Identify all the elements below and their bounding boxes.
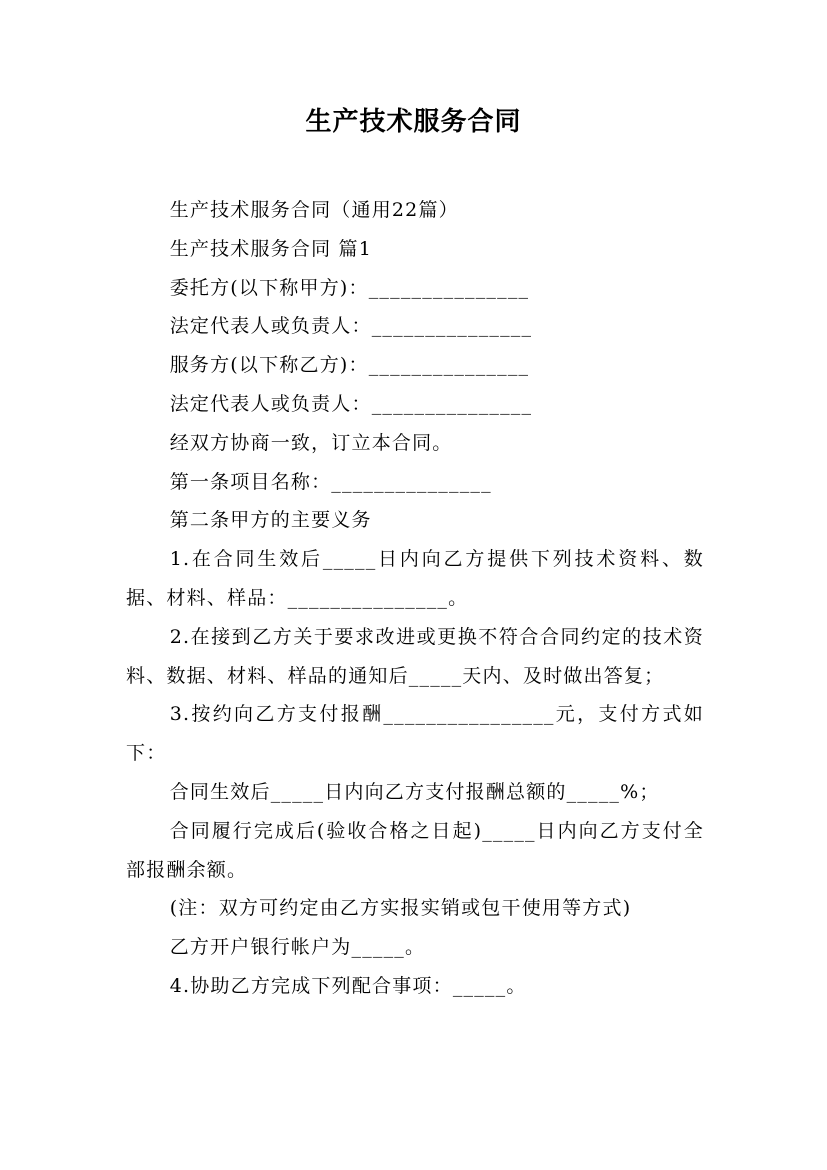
paragraph-subtitle: 生产技术服务合同（通用22篇） <box>169 199 459 221</box>
paragraph-payment-first: 合同生效后_____日内向乙方支付报酬总额的_____%； <box>169 780 660 803</box>
paragraph-section-heading: 生产技术服务合同 篇1 <box>169 237 373 260</box>
paragraph-provider-representative: 法定代表人或负责人：_______________ <box>169 392 533 415</box>
paragraph-payment-balance: 合同履行完成后(验收合格之日起)_____日内向乙方支付全部报酬余额。 <box>126 819 704 881</box>
paragraph-note: (注：双方可约定由乙方实报实销或包干使用等方式) <box>169 897 632 920</box>
paragraph-article-1: 第一条项目名称：_______________ <box>169 470 492 493</box>
paragraph-client: 委托方(以下称甲方)：_______________ <box>169 276 530 299</box>
paragraph-article-2: 第二条甲方的主要义务 <box>169 509 372 532</box>
paragraph-bank-account: 乙方开户银行帐户为_____。 <box>169 936 426 959</box>
document-body <box>126 191 704 1006</box>
paragraph-agreement: 经双方协商一致，订立本合同。 <box>169 431 453 454</box>
paragraph-item-3: 3.按约向乙方支付报酬________________元，支付方式如下： <box>126 703 704 765</box>
paragraph-provider: 服务方(以下称乙方)：_______________ <box>169 354 530 377</box>
paragraph-item-4: 4.协助乙方完成下列配合事项：_____。 <box>169 974 527 997</box>
paragraph-item-2: 2.在接到乙方关于要求改进或更换不符合合同约定的技术资料、数据、材料、样品的通知后_____天内、及时做出答复； <box>126 625 704 687</box>
paragraph-item-1: 1.在合同生效后_____日内向乙方提供下列技术资料、数据、材料、样品：_______________。 <box>126 548 704 609</box>
paragraph-client-representative: 法定代表人或负责人：_______________ <box>169 315 533 338</box>
document-title: 生产技术服务合同 <box>305 107 522 137</box>
